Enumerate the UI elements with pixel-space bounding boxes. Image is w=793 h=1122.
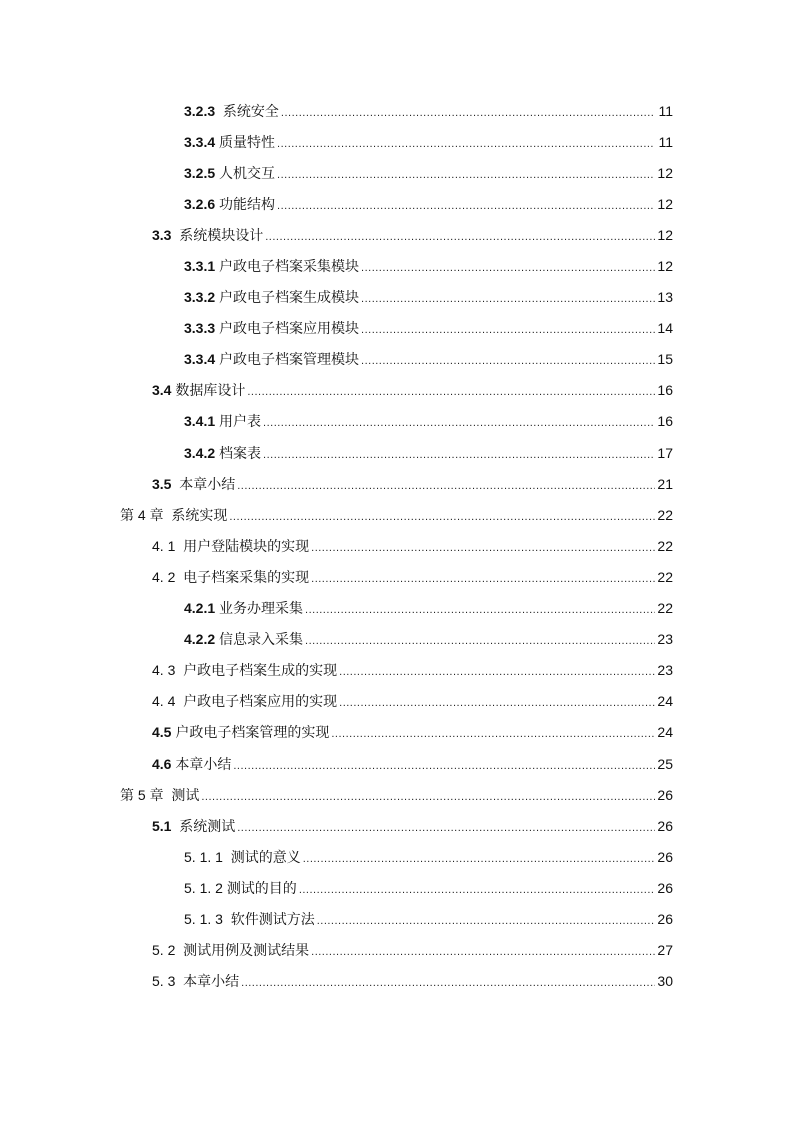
toc-page-number: 12	[657, 258, 673, 275]
toc-entry-number: 5. 3	[152, 973, 176, 990]
toc-dot-leader	[303, 850, 655, 868]
toc-entry-row	[184, 164, 793, 184]
toc-entry-title: 用户表	[219, 413, 262, 430]
toc-entry-row	[184, 599, 793, 619]
toc-dot-leader	[265, 228, 655, 246]
toc-entry-title: 本章小结	[175, 755, 232, 772]
toc-entry-title: 户政电子档案管理模块	[219, 351, 360, 368]
toc-page-number: 17	[657, 444, 673, 461]
toc-entry[interactable]	[0, 469, 793, 500]
toc-entry[interactable]	[0, 780, 793, 811]
toc-entry-number: 4.2.1	[184, 600, 216, 617]
toc-entry-row	[184, 102, 793, 122]
toc-entry[interactable]	[0, 251, 793, 282]
toc-entry-title: 测试的目的	[226, 879, 297, 896]
toc-page-number: 12	[657, 226, 673, 243]
toc-entry[interactable]	[0, 376, 793, 407]
toc-entry-separator	[175, 537, 183, 555]
toc-dot-leader	[311, 943, 655, 961]
toc-entry-row	[184, 630, 793, 650]
toc-entry-row	[152, 941, 793, 961]
toc-entry-title: 系统测试	[179, 817, 236, 834]
toc-page-number: 12	[657, 195, 673, 212]
toc-page-number: 14	[657, 320, 673, 337]
toc-page-number: 25	[657, 755, 673, 772]
toc-entry-row	[184, 848, 793, 868]
toc-entry[interactable]	[0, 718, 793, 749]
toc-dot-leader	[241, 974, 655, 992]
toc-page-number: 27	[657, 942, 673, 959]
toc-entry-number: 3.3	[152, 226, 172, 243]
toc-entry-separator	[171, 226, 179, 244]
toc-entry-row	[152, 661, 793, 681]
toc-entry-number: 5.1	[152, 817, 172, 834]
toc-entry-separator	[164, 786, 172, 804]
toc-entry-title: 户政电子档案应用模块	[219, 320, 360, 337]
toc-entry[interactable]	[0, 438, 793, 469]
toc-entry-title: 户政电子档案生成的实现	[183, 662, 338, 679]
toc-page-number: 21	[657, 475, 673, 492]
toc-entry[interactable]	[0, 189, 793, 220]
toc-entry-separator	[175, 661, 183, 679]
toc-entry[interactable]	[0, 967, 793, 998]
toc-entry-title: 电子档案采集的实现	[183, 568, 310, 585]
toc-entry-number: 4. 4	[152, 693, 176, 710]
toc-dot-leader	[277, 135, 655, 153]
toc-dot-leader	[277, 166, 655, 184]
toc-entry-title: 本章小结	[179, 475, 236, 492]
toc-entry-row	[152, 723, 793, 743]
toc-entry-row	[184, 257, 793, 277]
toc-entry-title: 用户登陆模块的实现	[183, 537, 310, 554]
toc-entry-number: 3.3.3	[184, 320, 216, 337]
toc-page-number: 22	[657, 537, 673, 554]
toc-dot-leader	[311, 539, 655, 557]
toc-entry-row	[184, 412, 793, 432]
toc-dot-leader	[339, 694, 655, 712]
toc-entry-number: 3.3.4	[184, 351, 216, 368]
toc-page-number: 26	[657, 910, 673, 927]
toc-dot-leader	[361, 321, 655, 339]
toc-entry-title: 户政电子档案采集模块	[219, 258, 360, 275]
toc-dot-leader	[317, 912, 655, 930]
toc-dot-leader	[311, 570, 655, 588]
toc-entry[interactable]	[0, 904, 793, 935]
toc-entry-title: 测试用例及测试结果	[183, 942, 310, 959]
toc-dot-leader	[201, 788, 655, 806]
toc-page-number: 23	[657, 631, 673, 648]
toc-entry-title: 本章小结	[183, 973, 240, 990]
toc-entry[interactable]	[0, 500, 793, 531]
toc-entry-title: 信息录入采集	[219, 631, 304, 648]
toc-page-number: 26	[657, 786, 673, 803]
toc-dot-leader	[361, 352, 655, 370]
toc-entry-row	[184, 133, 793, 153]
toc-entry-number: 3.5	[152, 475, 172, 492]
toc-page-number: 26	[657, 879, 673, 896]
toc-dot-leader	[299, 881, 655, 899]
toc-entry[interactable]	[0, 345, 793, 376]
toc-entry-row	[152, 755, 793, 775]
toc-page-number: 16	[657, 382, 673, 399]
toc-entry-separator	[175, 941, 183, 959]
toc-entry-separator	[215, 102, 223, 120]
toc-entry-row	[184, 444, 793, 464]
toc-dot-leader	[305, 632, 655, 650]
toc-entry-title: 户政电子档案管理的实现	[175, 724, 330, 741]
toc-entry-title: 测试	[171, 786, 200, 803]
toc-dot-leader	[237, 819, 655, 837]
toc-entry-row	[120, 506, 793, 526]
toc-page-number: 24	[657, 724, 673, 741]
toc-entry-row	[152, 226, 793, 246]
toc-dot-leader	[229, 508, 655, 526]
toc-entry-number: 3.4.2	[184, 444, 216, 461]
toc-entry-number: 5. 1. 1	[184, 848, 223, 865]
toc-entry-number: 第 4 章	[120, 506, 164, 523]
toc-entry-title: 软件测试方法	[230, 910, 315, 927]
toc-dot-leader	[305, 601, 655, 619]
toc-dot-leader	[233, 757, 655, 775]
toc-entry-row	[152, 475, 793, 495]
toc-entry-row	[152, 568, 793, 588]
toc-entry-number: 4.2.2	[184, 631, 216, 648]
toc-entry-title: 测试的意义	[230, 848, 301, 865]
toc-entry-number: 3.3.4	[184, 133, 216, 150]
toc-entry-title: 功能结构	[219, 195, 276, 212]
toc-dot-leader	[361, 290, 655, 308]
toc-entry-number: 5. 2	[152, 942, 176, 959]
toc-entry-title: 系统安全	[222, 102, 279, 119]
toc-entry-separator	[175, 692, 183, 710]
toc-entry-number: 4.6	[152, 755, 172, 772]
toc-page-number: 30	[657, 973, 673, 990]
toc-page-number: 16	[657, 413, 673, 430]
toc-entry[interactable]	[0, 314, 793, 345]
toc-dot-leader	[237, 477, 655, 495]
toc-entry-title: 质量特性	[219, 133, 276, 150]
toc-dot-leader	[331, 725, 655, 743]
toc-entry-row	[152, 381, 793, 401]
toc-entry-row	[184, 910, 793, 930]
toc-dot-leader	[281, 104, 655, 122]
table-of-contents	[0, 96, 793, 998]
toc-page-number: 22	[657, 600, 673, 617]
toc-dot-leader	[247, 383, 655, 401]
toc-entry-number: 3.4	[152, 382, 172, 399]
toc-page-number: 24	[657, 693, 673, 710]
toc-entry-title: 系统实现	[171, 506, 228, 523]
toc-entry[interactable]	[0, 127, 793, 158]
toc-entry[interactable]	[0, 531, 793, 562]
toc-dot-leader	[263, 414, 655, 432]
toc-entry-separator	[175, 568, 183, 586]
toc-entry[interactable]	[0, 158, 793, 189]
toc-entry-number: 3.2.5	[184, 164, 216, 181]
toc-page-number: 26	[657, 817, 673, 834]
toc-entry-separator	[171, 817, 179, 835]
toc-dot-leader	[361, 259, 655, 277]
toc-entry-title: 数据库设计	[175, 382, 246, 399]
toc-entry-separator	[164, 506, 172, 524]
toc-entry-separator	[223, 848, 231, 866]
toc-entry[interactable]	[0, 562, 793, 593]
toc-entry-number: 3.4.1	[184, 413, 216, 430]
toc-dot-leader	[263, 446, 655, 464]
toc-entry-row	[184, 319, 793, 339]
toc-entry-row	[152, 972, 793, 992]
toc-entry-row	[184, 288, 793, 308]
toc-entry-title: 系统模块设计	[179, 226, 264, 243]
toc-page-number: 23	[657, 662, 673, 679]
toc-entry[interactable]	[0, 283, 793, 314]
toc-page-number: 13	[657, 289, 673, 306]
toc-entry-row	[184, 350, 793, 370]
toc-entry[interactable]	[0, 594, 793, 625]
toc-entry-title: 户政电子档案生成模块	[219, 289, 360, 306]
toc-entry[interactable]	[0, 220, 793, 251]
toc-dot-leader	[339, 663, 655, 681]
toc-page-number: 11	[658, 102, 673, 119]
toc-entry-number: 5. 1. 2	[184, 879, 223, 896]
toc-dot-leader	[277, 197, 655, 215]
toc-entry-separator	[223, 910, 231, 928]
toc-entry-number: 4. 3	[152, 662, 176, 679]
toc-entry-number: 3.2.3	[184, 102, 216, 119]
toc-entry[interactable]	[0, 625, 793, 656]
toc-entry-row	[152, 817, 793, 837]
toc-entry-number: 3.2.6	[184, 195, 216, 212]
toc-entry[interactable]	[0, 749, 793, 780]
toc-entry[interactable]	[0, 936, 793, 967]
toc-page-number: 15	[657, 351, 673, 368]
toc-entry-number: 5. 1. 3	[184, 910, 223, 927]
toc-entry-number: 3.3.2	[184, 289, 216, 306]
toc-entry-number: 4. 2	[152, 568, 176, 585]
toc-entry[interactable]	[0, 407, 793, 438]
toc-entry-title: 业务办理采集	[219, 600, 304, 617]
toc-entry-number: 4. 1	[152, 537, 176, 554]
toc-page-number: 26	[657, 848, 673, 865]
toc-entry-row	[152, 537, 793, 557]
toc-entry-title: 户政电子档案应用的实现	[183, 693, 338, 710]
toc-page-number: 11	[658, 133, 673, 150]
toc-entry[interactable]	[0, 96, 793, 127]
toc-entry[interactable]	[0, 656, 793, 687]
toc-entry-number: 3.3.1	[184, 258, 216, 275]
toc-entry-separator	[171, 475, 179, 493]
toc-entry-number: 第 5 章	[120, 786, 164, 803]
toc-entry-title: 人机交互	[219, 164, 276, 181]
toc-entry-row	[184, 879, 793, 899]
toc-page-number: 22	[657, 506, 673, 523]
toc-entry-title: 档案表	[219, 444, 262, 461]
toc-entry[interactable]	[0, 842, 793, 873]
toc-entry-number: 4.5	[152, 724, 172, 741]
toc-entry[interactable]	[0, 811, 793, 842]
toc-entry-row	[120, 786, 793, 806]
toc-page-number: 22	[657, 568, 673, 585]
toc-entry[interactable]	[0, 873, 793, 904]
toc-entry[interactable]	[0, 687, 793, 718]
toc-entry-separator	[175, 972, 183, 990]
toc-page-number: 12	[657, 164, 673, 181]
toc-entry-row	[184, 195, 793, 215]
toc-entry-row	[152, 692, 793, 712]
